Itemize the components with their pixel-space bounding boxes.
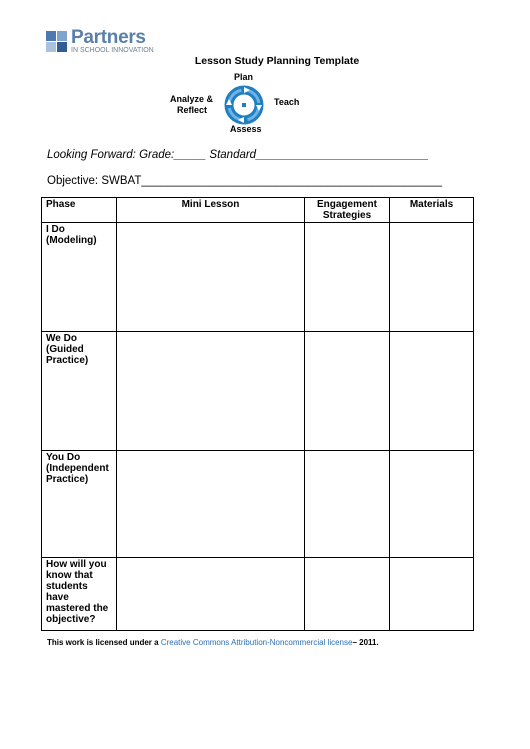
table-row <box>42 558 474 631</box>
cell-mini-lesson[interactable] <box>117 332 305 451</box>
looking-forward-label: Looking Forward: <box>47 149 136 161</box>
license-prefix: This work is licensed under a <box>47 638 159 647</box>
cell-engagement[interactable] <box>305 451 390 558</box>
license-footer <box>47 638 379 647</box>
header-mini-lesson: Mini Lesson <box>117 198 305 223</box>
cell-engagement[interactable] <box>305 332 390 451</box>
header-materials: Materials <box>390 198 474 223</box>
phase-we-do: We Do (Guided Practice) <box>42 332 117 451</box>
table-row <box>42 451 474 558</box>
cell-engagement[interactable] <box>305 558 390 631</box>
page-title: Lesson Study Planning Template <box>194 55 360 67</box>
table-row <box>42 332 474 451</box>
cell-engagement[interactable] <box>305 223 390 332</box>
cell-materials[interactable] <box>390 451 474 558</box>
cell-materials[interactable] <box>390 332 474 451</box>
cell-mini-lesson[interactable] <box>117 223 305 332</box>
phase-mastery-check: How will you know that students have mastered the objective? <box>42 558 117 631</box>
cycle-label-analyze: Analyze & <box>170 94 214 104</box>
lesson-cycle-diagram <box>160 72 360 136</box>
planning-table <box>41 197 474 631</box>
cell-materials[interactable] <box>390 223 474 332</box>
table-header-row <box>42 198 474 223</box>
logo-tagline: IN SCHOOL INNOVATION <box>71 47 154 54</box>
cycle-arrows-icon <box>222 84 266 126</box>
logo-name: Partners <box>71 27 146 48</box>
cycle-label-reflect: Reflect <box>177 105 208 115</box>
cycle-label-plan: Plan <box>234 72 254 82</box>
grade-field[interactable]: Grade:_____ <box>139 149 207 161</box>
cell-mini-lesson[interactable] <box>117 558 305 631</box>
table-row <box>42 223 474 332</box>
logo-squares-icon <box>46 31 68 53</box>
license-suffix: – 2011. <box>352 638 379 647</box>
phase-you-do: You Do (Independent Practice) <box>42 451 117 558</box>
partners-logo <box>46 27 166 58</box>
license-link[interactable]: Creative Commons Attribution-Noncommercial license <box>160 638 353 647</box>
cell-mini-lesson[interactable] <box>117 451 305 558</box>
header-phase: Phase <box>42 198 117 223</box>
objective-field[interactable]: Objective: SWBAT_______________________________________________ <box>47 175 442 187</box>
cell-materials[interactable] <box>390 558 474 631</box>
cycle-label-assess: Assess <box>230 124 262 134</box>
looking-forward-line <box>47 149 429 161</box>
phase-i-do: I Do (Modeling) <box>42 223 117 332</box>
header-engagement-strategies: Engagement Strategies <box>305 198 390 223</box>
standard-field[interactable]: Standard___________________________ <box>209 149 429 161</box>
cycle-label-teach: Teach <box>274 97 300 107</box>
